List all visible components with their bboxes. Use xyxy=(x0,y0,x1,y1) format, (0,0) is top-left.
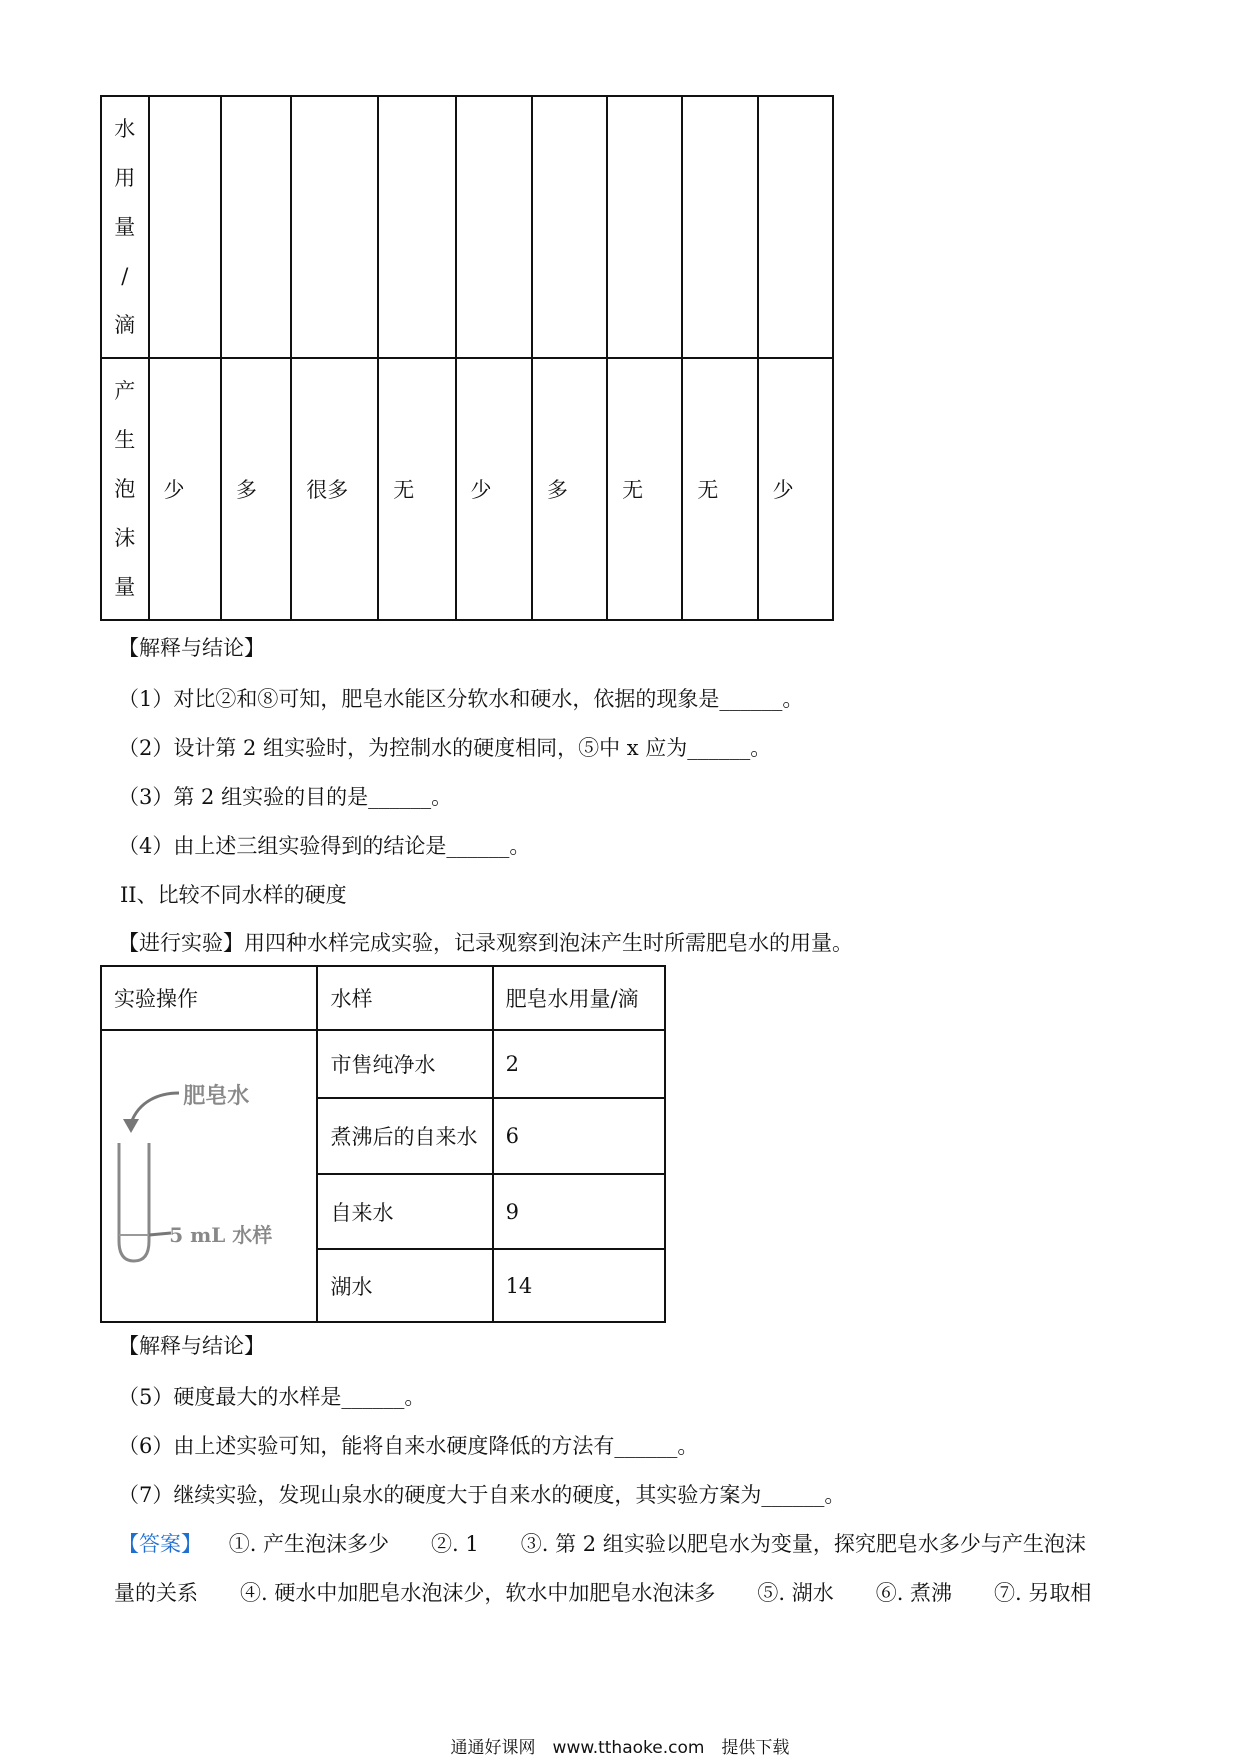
sample-name: 湖水 xyxy=(317,1249,492,1322)
table-cell xyxy=(532,96,607,358)
table-header: 水样 xyxy=(317,966,492,1030)
header-char: 滴 xyxy=(114,312,136,337)
table-header: 实验操作 xyxy=(101,966,317,1030)
answer-line-2: 量的关系 ④. 硬水中加肥皂水泡沫少，软水中加肥皂水泡沫多 ⑤. 湖水 ⑥. 煮沸 ⑦. 另取相 xyxy=(114,1581,1092,1605)
drops-value: 2 xyxy=(493,1030,665,1098)
drops-value: 6 xyxy=(493,1098,665,1174)
table-cell xyxy=(758,96,833,358)
header-char: 量 xyxy=(114,574,136,599)
table-cell xyxy=(378,96,455,358)
figure-label-soap: 肥皂水 xyxy=(183,1083,250,1109)
results-table-2 xyxy=(100,965,666,1323)
part-2-title: II、比较不同水样的硬度 xyxy=(120,883,347,907)
experiment-figure-cell xyxy=(101,1030,317,1322)
table-cell: 无 xyxy=(378,358,455,620)
figure-label-water: 5 mL 水样 xyxy=(169,1223,273,1247)
sample-name: 煮沸后的自来水 xyxy=(317,1098,492,1174)
header-char: 生 xyxy=(114,427,136,452)
page-footer: 通通好课网 www.tthaoke.com 提供下载 xyxy=(450,1738,790,1758)
table-cell: 多 xyxy=(221,358,291,620)
header-char: / xyxy=(121,263,129,288)
drops-value: 9 xyxy=(493,1174,665,1249)
experiment-intro: 【进行实验】用四种水样完成实验，记录观察到泡沫产生时所需肥皂水的用量。 xyxy=(118,931,853,955)
table-cell: 无 xyxy=(682,358,757,620)
answer-text: ①. 产生泡沫多少 ②. 1 ③. 第 2 组实验以肥皂水为变量，探究肥皂水多少与产生泡沫 xyxy=(228,1532,1086,1556)
question-4: （4）由上述三组实验得到的结论是______。 xyxy=(118,834,531,858)
question-6: （6）由上述实验可知，能将自来水硬度降低的方法有______。 xyxy=(118,1434,699,1458)
answer-line-1 xyxy=(118,1528,1086,1558)
question-2: （2）设计第 2 组实验时，为控制水的硬度相同，⑤中 x 应为______。 xyxy=(118,736,772,760)
header-char: 水 xyxy=(114,116,136,141)
answer-tag: 【答案】 xyxy=(118,1532,202,1556)
row-header-water-amount xyxy=(101,96,149,358)
table-cell xyxy=(149,96,221,358)
table-cell: 无 xyxy=(607,358,682,620)
table-cell: 少 xyxy=(758,358,833,620)
section-heading: 【解释与结论】 xyxy=(118,1334,265,1358)
header-char: 量 xyxy=(114,214,136,239)
table-cell xyxy=(456,96,532,358)
header-char: 泡 xyxy=(114,476,136,501)
results-table-1 xyxy=(100,95,834,621)
sample-name: 市售纯净水 xyxy=(317,1030,492,1098)
row-header-foam-amount xyxy=(101,358,149,620)
sample-name: 自来水 xyxy=(317,1174,492,1249)
table-cell xyxy=(291,96,378,358)
table-cell xyxy=(221,96,291,358)
table-cell: 少 xyxy=(456,358,532,620)
table-cell: 很多 xyxy=(291,358,378,620)
header-char: 用 xyxy=(114,165,136,190)
table-cell xyxy=(607,96,682,358)
header-char: 产 xyxy=(114,378,136,403)
question-1: （1）对比②和⑧可知，肥皂水能区分软水和硬水，依据的现象是______。 xyxy=(118,687,804,711)
test-tube-figure xyxy=(109,1071,309,1281)
table-cell: 少 xyxy=(149,358,221,620)
question-5: （5）硬度最大的水样是______。 xyxy=(118,1385,426,1409)
question-7: （7）继续实验，发现山泉水的硬度大于自来水的硬度，其实验方案为______。 xyxy=(118,1483,846,1507)
drops-value: 14 xyxy=(493,1249,665,1322)
table-header: 肥皂水用量/滴 xyxy=(493,966,665,1030)
question-3: （3）第 2 组实验的目的是______。 xyxy=(118,785,453,809)
table-cell xyxy=(682,96,757,358)
table-cell: 多 xyxy=(532,358,607,620)
section-heading: 【解释与结论】 xyxy=(118,636,265,660)
header-char: 沫 xyxy=(114,525,136,550)
